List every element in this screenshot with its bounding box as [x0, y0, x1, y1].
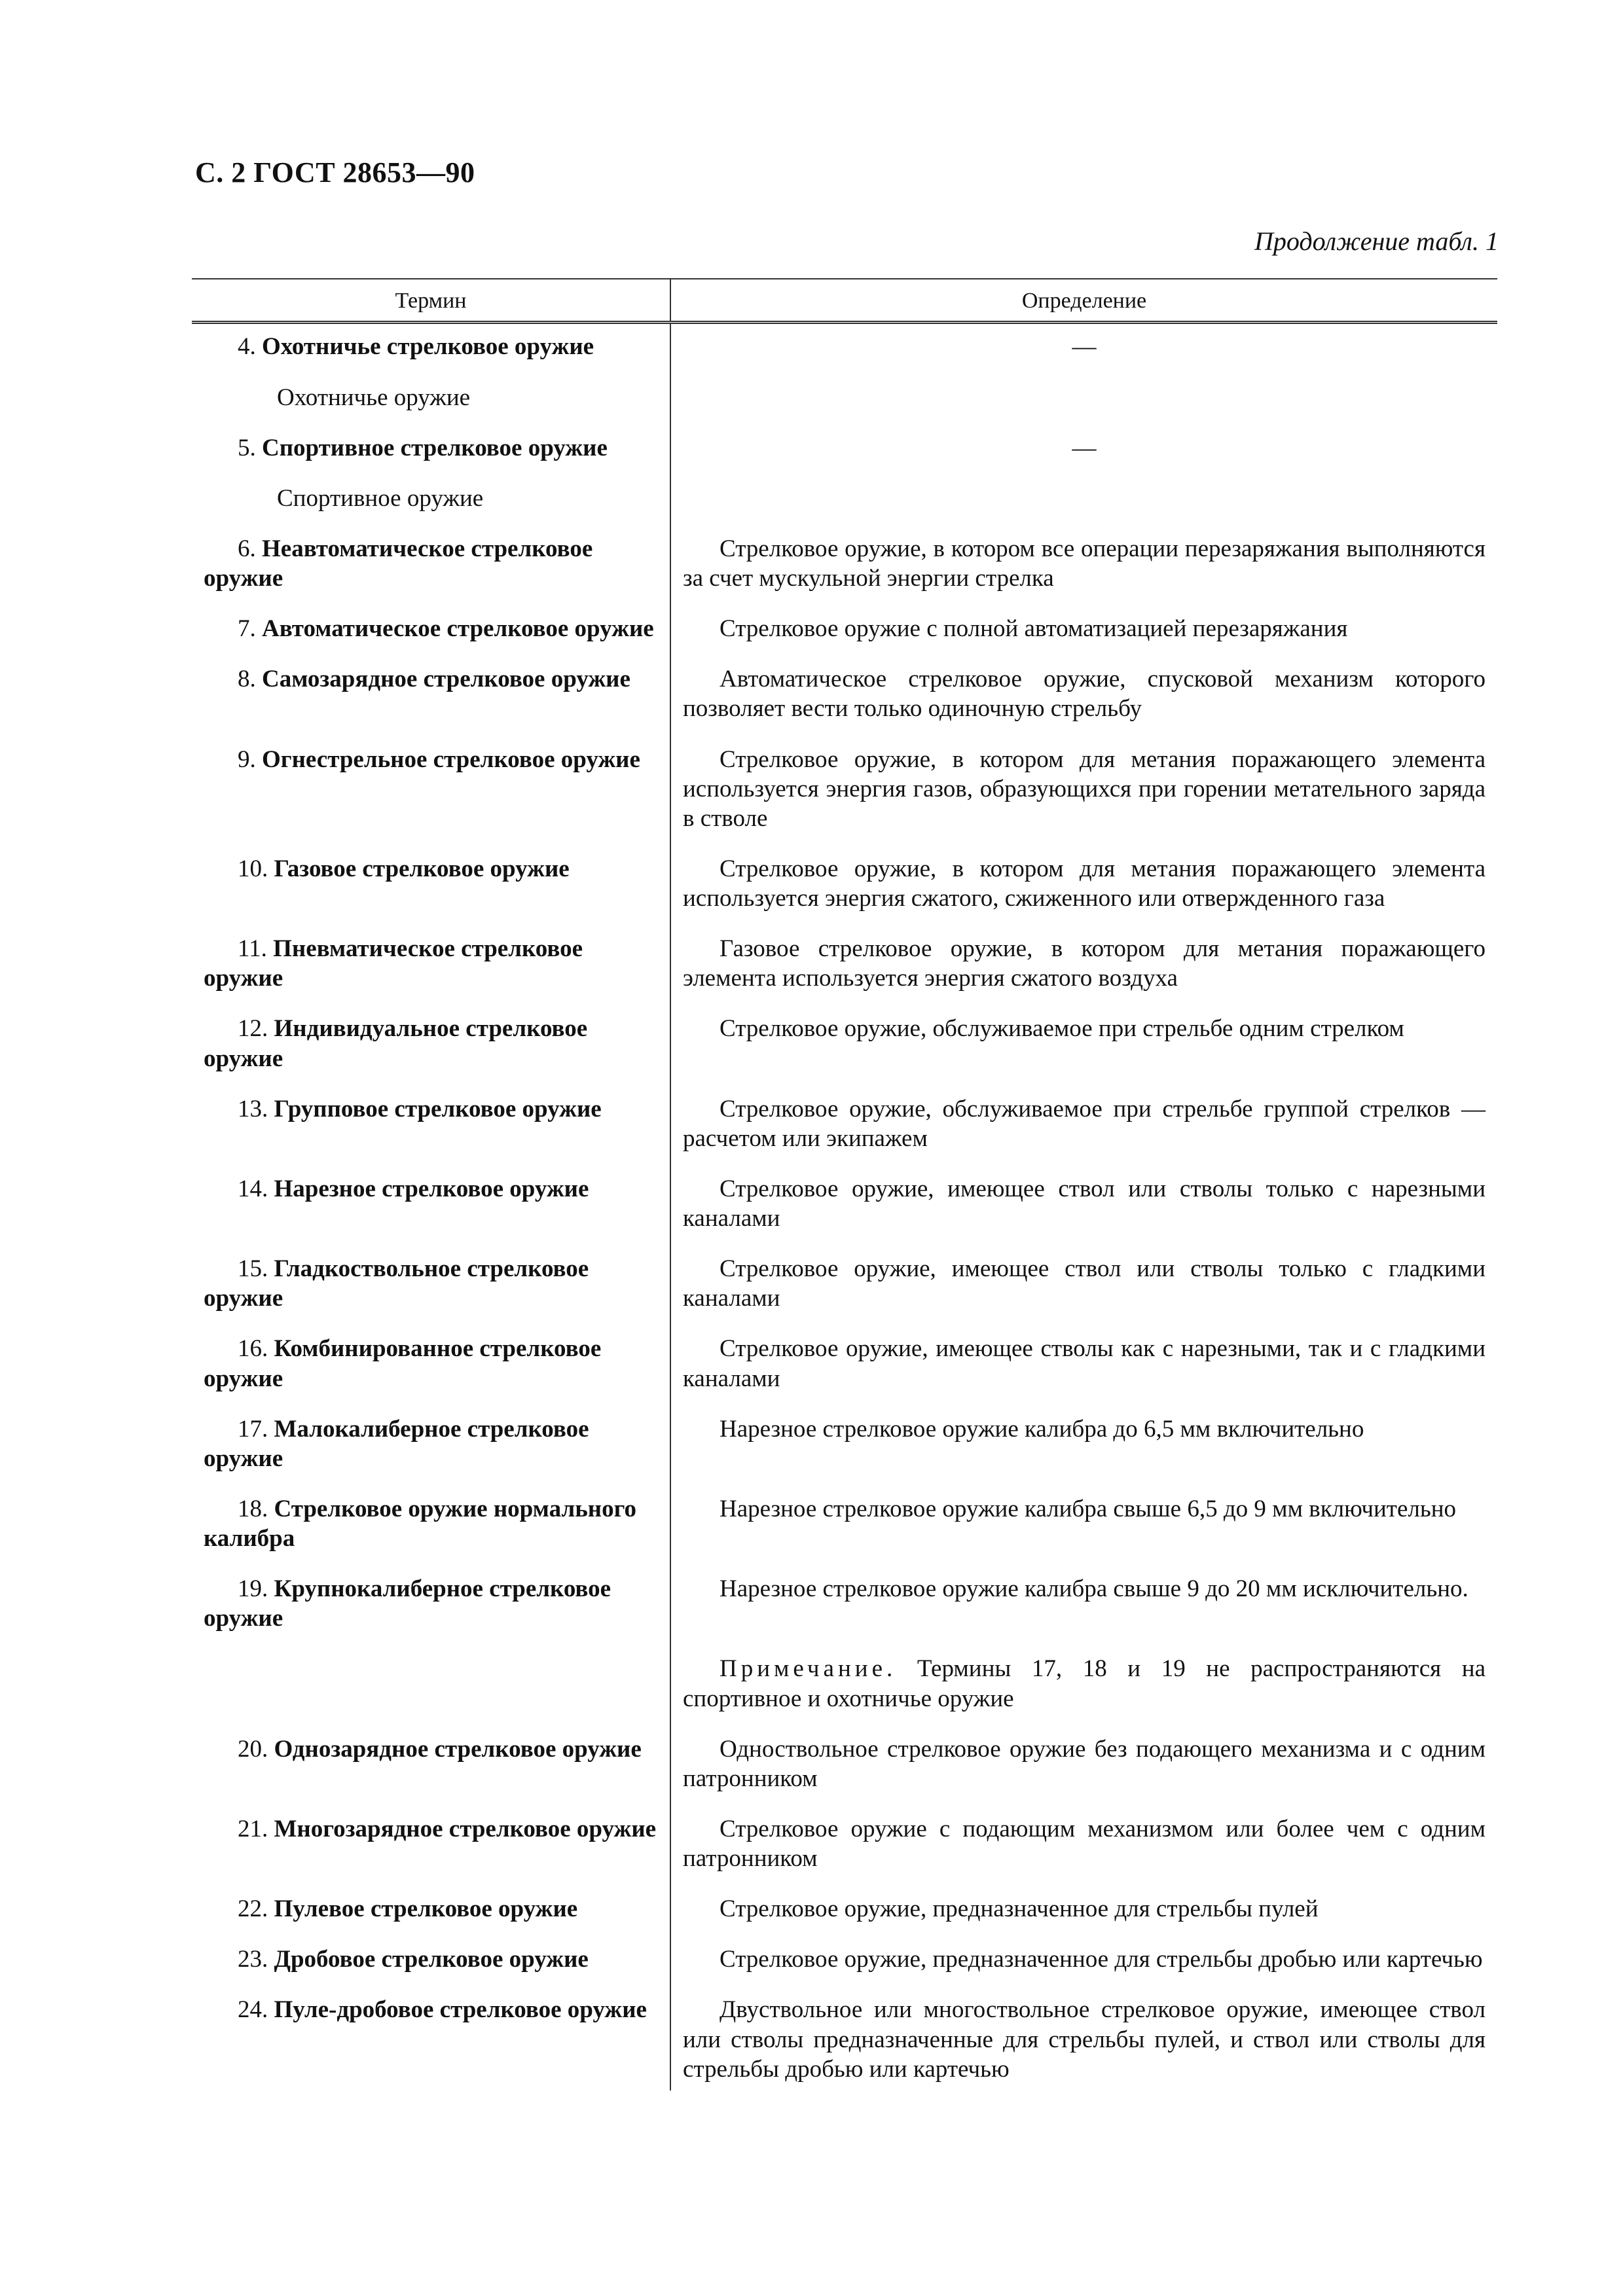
- table-row: [192, 1930, 1497, 1981]
- terms-table: [192, 278, 1497, 2090]
- term-number: 20.: [238, 1735, 268, 1763]
- definition-cell: Стрелковое оружие с подающим механизмом или более чем с одним патронником: [683, 1815, 1486, 1873]
- table-row: [192, 999, 1497, 1079]
- note-term-cell: [192, 1640, 670, 1719]
- note-label: Примечание.: [720, 1655, 897, 1683]
- definition-cell: Одноствольное стрелковое оружие без подающего механизма и с одним патронником: [683, 1735, 1486, 1792]
- term-name: Пуле-дробовое стрелковое оружие: [274, 1996, 647, 2024]
- table-body: [192, 323, 1497, 2090]
- term-number: 17.: [238, 1415, 268, 1443]
- definition-cell: Стрелковое оружие, имеющее ствол или стволы только с гладкими каналами: [683, 1255, 1486, 1312]
- term-number: 14.: [238, 1175, 268, 1202]
- term-number: 21.: [238, 1815, 268, 1842]
- term-name: Стрелковое оружие нормального калибра: [204, 1495, 636, 1552]
- table-row: [192, 650, 1497, 730]
- definition-cell: Стрелковое оружие, обслуживаемое при стрельбе одним стрелком: [720, 1015, 1404, 1043]
- term-cell: [192, 1720, 670, 1800]
- definition-cell: Стрелковое оружие с полной автоматизацией перезаряжания: [720, 615, 1348, 643]
- table-row: [192, 419, 1497, 469]
- term-number: 10.: [238, 855, 268, 882]
- table-row: [192, 1560, 1497, 1640]
- synonym-row: [192, 368, 1497, 419]
- term-name: Неавтоматическое стрелковое оружие: [204, 535, 593, 592]
- term-number: 23.: [238, 1946, 268, 1973]
- term-number: 9.: [238, 745, 256, 773]
- table-row: [192, 1480, 1497, 1560]
- term-name: Крупнокалиберное стрелковое оружие: [204, 1575, 611, 1632]
- definition-cell: Стрелковое оружие, предназначенное для стрельбы дробью или картечью: [720, 1946, 1483, 1973]
- table-row: [192, 1080, 1497, 1160]
- page-header: С. 2 ГОСТ 28653—90: [195, 156, 475, 188]
- term-name: Гладкоствольное стрелковое оружие: [204, 1255, 589, 1312]
- term-name: Автоматическое стрелковое оружие: [262, 615, 654, 643]
- term-name: Индивидуальное стрелковое оружие: [204, 1015, 588, 1072]
- term-cell: [192, 1160, 670, 1240]
- term-cell: [192, 730, 670, 840]
- term-cell: [192, 1240, 670, 1319]
- definition-cell: Стрелковое оружие, имеющее стволы как с нарезными, так и с гладкими каналами: [683, 1335, 1486, 1392]
- definition-cell: Двуствольное или многоствольное стрелковое оружие, имеющее ствол или стволы предназначенные для стрельбы пулей, и ствол или стволы для стрельбы дробью или картечью: [683, 1996, 1486, 2083]
- table-row: [192, 730, 1497, 840]
- term-cell: [192, 1800, 670, 1880]
- term-cell: [192, 323, 670, 368]
- term-cell: [192, 1981, 670, 2090]
- table-row: [192, 1400, 1497, 1480]
- term-number: 6.: [238, 535, 256, 562]
- definition-cell: Стрелковое оружие, в котором все операции перезаряжания выполняются за счет мускульной энергии стрелка: [683, 535, 1486, 592]
- definition-cell: Автоматическое стрелковое оружие, спусковой механизм которого позволяет вести только одиночную стрельбу: [683, 666, 1486, 723]
- table-row: [192, 920, 1497, 999]
- note-row: [192, 1640, 1497, 1719]
- term-cell: [192, 600, 670, 650]
- table-row: [192, 1720, 1497, 1800]
- term-cell: [192, 520, 670, 600]
- term-cell: [192, 920, 670, 999]
- term-number: 11.: [238, 935, 267, 963]
- table-row: [192, 600, 1497, 650]
- table-row: [192, 1800, 1497, 1880]
- term-cell: [192, 1400, 670, 1480]
- definition-cell: —: [1072, 333, 1097, 361]
- term-name: Нарезное стрелковое оружие: [274, 1175, 589, 1202]
- term-cell: [192, 1880, 670, 1930]
- definition-cell: Нарезное стрелковое оружие калибра свыше 6,5 до 9 мм включительно: [720, 1495, 1457, 1522]
- term-number: 13.: [238, 1095, 268, 1122]
- table-row: [192, 1981, 1497, 2090]
- term-name: Групповое стрелковое оружие: [274, 1095, 602, 1122]
- definition-cell: Стрелковое оружие, обслуживаемое при стрельбе группой стрелков — расчетом или экипажем: [683, 1095, 1486, 1152]
- term-number: 18.: [238, 1495, 268, 1522]
- term-cell: [192, 1319, 670, 1399]
- definition-cell: Стрелковое оружие, в котором для метания поражающего элемента используется энергия сжатого, сжиженного или отвержденного газа: [683, 855, 1486, 912]
- term-name: Многозарядное стрелковое оружие: [274, 1815, 657, 1842]
- term-number: 12.: [238, 1015, 268, 1043]
- terms-table-container: [192, 278, 1497, 2090]
- term-name: Однозарядное стрелковое оружие: [274, 1735, 642, 1763]
- definition-cell: Нарезное стрелковое оружие калибра до 6,5 мм включительно: [720, 1415, 1364, 1443]
- definition-cell: Стрелковое оружие, имеющее ствол или стволы только с нарезными каналами: [683, 1175, 1486, 1232]
- term-name: Спортивное стрелковое оружие: [262, 434, 608, 461]
- term-cell: [192, 840, 670, 920]
- table-row: [192, 1880, 1497, 1930]
- term-cell: [192, 650, 670, 730]
- term-name: Огнестрельное стрелковое оружие: [262, 745, 640, 773]
- term-cell: [192, 1080, 670, 1160]
- definition-cell: Газовое стрелковое оружие, в котором для метания поражающего элемента используется энергия сжатого воздуха: [683, 935, 1486, 992]
- column-header-term: Термин: [192, 279, 670, 323]
- term-name: Пневматическое стрелковое оружие: [204, 935, 583, 992]
- empty-definition-cell: [670, 368, 1497, 419]
- term-number: 15.: [238, 1255, 268, 1283]
- table-row: [192, 1160, 1497, 1240]
- term-number: 7.: [238, 615, 256, 643]
- term-name: Газовое стрелковое оружие: [274, 855, 570, 882]
- term-cell: [192, 999, 670, 1079]
- table-row: [192, 520, 1497, 600]
- note-text: Термины 17, 18 и 19 не распространяются на спортивное и охотничье оружие: [683, 1655, 1486, 1712]
- table-row: [192, 323, 1497, 368]
- table-row: [192, 1240, 1497, 1319]
- term-number: 16.: [238, 1335, 268, 1363]
- definition-cell: —: [1072, 434, 1097, 461]
- definition-cell: Стрелковое оружие, предназначенное для стрельбы пулей: [720, 1895, 1319, 1923]
- term-number: 24.: [238, 1996, 268, 2024]
- table-header-row: [192, 279, 1497, 323]
- term-cell: [192, 1930, 670, 1981]
- term-name: Самозарядное стрелковое оружие: [262, 666, 630, 693]
- table-row: [192, 1319, 1497, 1399]
- term-cell: [192, 1480, 670, 1560]
- term-number: 22.: [238, 1895, 268, 1923]
- term-cell: [192, 419, 670, 469]
- term-cell: [192, 1560, 670, 1640]
- empty-definition-cell: [670, 469, 1497, 520]
- column-header-definition: Определение: [670, 279, 1497, 323]
- term-name: Комбинированное стрелковое оружие: [204, 1335, 602, 1392]
- term-number: 5.: [238, 434, 256, 461]
- term-synonym: Спортивное оружие: [192, 469, 670, 520]
- term-name: Пулевое стрелковое оружие: [274, 1895, 578, 1923]
- note-cell: [670, 1640, 1497, 1719]
- term-synonym: Охотничье оружие: [192, 368, 670, 419]
- term-number: 19.: [238, 1575, 268, 1603]
- term-name: Малокалиберное стрелковое оружие: [204, 1415, 589, 1472]
- term-name: Дробовое стрелковое оружие: [274, 1946, 589, 1973]
- term-name: Охотничье стрелковое оружие: [262, 333, 594, 361]
- table-row: [192, 840, 1497, 920]
- definition-cell: Нарезное стрелковое оружие калибра свыше 9 до 20 мм исключительно.: [720, 1575, 1468, 1603]
- term-number: 8.: [238, 666, 256, 693]
- term-number: 4.: [238, 333, 256, 361]
- synonym-row: [192, 469, 1497, 520]
- table-continuation-label: Продолжение табл. 1: [1254, 226, 1499, 256]
- definition-cell: Стрелковое оружие, в котором для метания поражающего элемента используется энергия газов, образующихся при горении метательного заряда в стволе: [683, 745, 1486, 832]
